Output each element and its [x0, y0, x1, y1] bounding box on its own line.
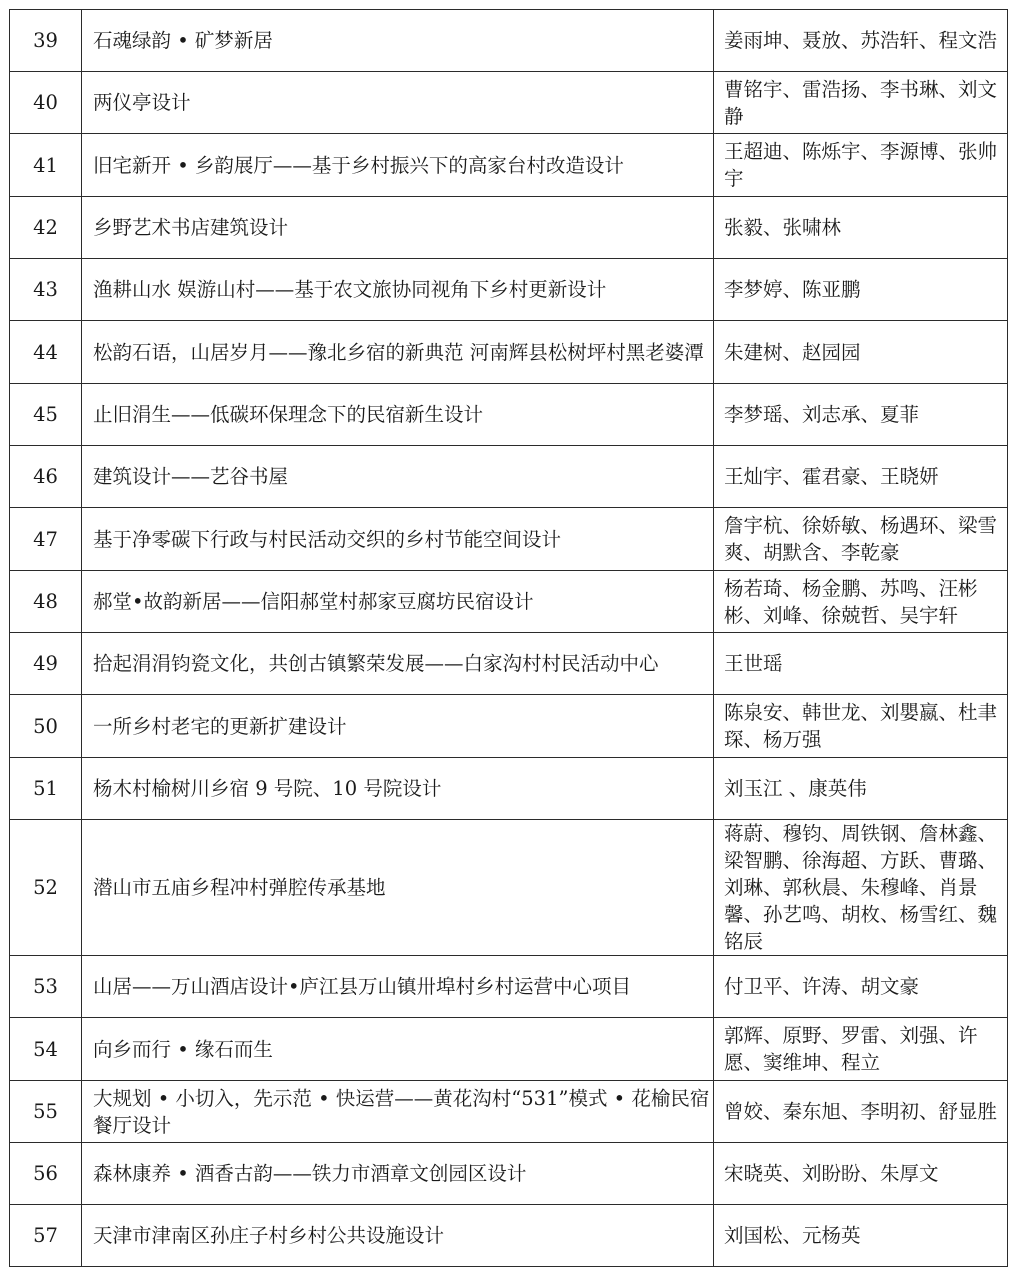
row-number: 45 [10, 384, 82, 446]
row-number: 52 [10, 820, 82, 956]
table-row [10, 1018, 1008, 1081]
row-number: 43 [10, 259, 82, 321]
project-title: 建筑设计——艺谷书屋 [82, 446, 714, 508]
table-row [10, 1205, 1008, 1267]
project-title: 止旧涓生——低碳环保理念下的民宿新生设计 [82, 384, 714, 446]
project-authors: 付卫平、许涛、胡文豪 [714, 956, 1008, 1018]
row-number: 48 [10, 571, 82, 633]
row-number: 39 [10, 10, 82, 72]
table-row [10, 956, 1008, 1018]
table-row [10, 758, 1008, 820]
project-title: 乡野艺术书店建筑设计 [82, 197, 714, 259]
row-number: 46 [10, 446, 82, 508]
project-authors: 王灿宇、霍君豪、王晓妍 [714, 446, 1008, 508]
row-number: 44 [10, 321, 82, 384]
project-authors: 詹宇杭、徐娇敏、杨遇环、梁雪爽、胡默含、李乾豪 [714, 508, 1008, 571]
project-title: 一所乡村老宅的更新扩建设计 [82, 695, 714, 758]
project-authors: 曾姣、秦东旭、李明初、舒显胜 [714, 1081, 1008, 1143]
table-row [10, 321, 1008, 384]
project-authors: 曹铭宇、雷浩扬、李书琳、刘文静 [714, 72, 1008, 134]
project-title: 松韵石语，山居岁月——豫北乡宿的新典范 河南辉县松树坪村黑老婆潭 [82, 321, 714, 384]
table-row [10, 1143, 1008, 1205]
project-title: 向乡而行 • 缘石而生 [82, 1018, 714, 1081]
project-title: 石魂绿韵 • 矿梦新居 [82, 10, 714, 72]
row-number: 56 [10, 1143, 82, 1205]
project-authors: 蒋蔚、穆钧、周铁钢、詹林鑫、梁智鹏、徐海超、方跃、曹璐、刘琳、郭秋晨、朱穆峰、肖景馨、孙艺鸣、胡枚、杨雪红、魏铭辰 [714, 820, 1008, 956]
row-number: 55 [10, 1081, 82, 1143]
row-number: 41 [10, 134, 82, 197]
table-row [10, 508, 1008, 571]
project-authors: 朱建树、赵园园 [714, 321, 1008, 384]
project-authors: 郭辉、原野、罗雷、刘强、许愿、窦维坤、程立 [714, 1018, 1008, 1081]
table-row [10, 384, 1008, 446]
project-authors: 张毅、张啸林 [714, 197, 1008, 259]
results-table [9, 9, 1008, 1267]
project-title: 杨木村榆树川乡宿 9 号院、10 号院设计 [82, 758, 714, 820]
table-row [10, 820, 1008, 956]
table-row [10, 1081, 1008, 1143]
table-row [10, 633, 1008, 695]
project-authors: 李梦婷、陈亚鹏 [714, 259, 1008, 321]
table-row [10, 571, 1008, 633]
table-row [10, 197, 1008, 259]
project-title: 大规划 • 小切入，先示范 • 快运营——黄花沟村“531”模式 • 花榆民宿餐厅设计 [82, 1081, 714, 1143]
table-row [10, 695, 1008, 758]
project-title: 两仪亭设计 [82, 72, 714, 134]
project-authors: 刘国松、元杨英 [714, 1205, 1008, 1267]
project-authors: 刘玉江 、康英伟 [714, 758, 1008, 820]
row-number: 51 [10, 758, 82, 820]
project-authors: 杨若琦、杨金鹏、苏鸣、汪彬彬、刘峰、徐兢哲、吴宇轩 [714, 571, 1008, 633]
project-authors: 王世瑶 [714, 633, 1008, 695]
project-authors: 姜雨坤、聂放、苏浩轩、程文浩 [714, 10, 1008, 72]
table-row [10, 72, 1008, 134]
results-table-body [10, 10, 1008, 1267]
row-number: 47 [10, 508, 82, 571]
project-title: 山居——万山酒店设计•庐江县万山镇卅埠村乡村运营中心项目 [82, 956, 714, 1018]
table-row [10, 259, 1008, 321]
project-title: 郝堂•故韵新居——信阳郝堂村郝家豆腐坊民宿设计 [82, 571, 714, 633]
row-number: 54 [10, 1018, 82, 1081]
project-authors: 陈泉安、韩世龙、刘嬰嬴、杜聿琛、杨万强 [714, 695, 1008, 758]
row-number: 42 [10, 197, 82, 259]
row-number: 57 [10, 1205, 82, 1267]
project-title: 拾起涓涓钧瓷文化，共创古镇繁荣发展——白家沟村村民活动中心 [82, 633, 714, 695]
row-number: 53 [10, 956, 82, 1018]
table-row [10, 446, 1008, 508]
row-number: 40 [10, 72, 82, 134]
project-title: 基于净零碳下行政与村民活动交织的乡村节能空间设计 [82, 508, 714, 571]
project-authors: 李梦瑶、刘志承、夏菲 [714, 384, 1008, 446]
project-title: 潜山市五庙乡程冲村弹腔传承基地 [82, 820, 714, 956]
project-title: 旧宅新开 • 乡韵展厅——基于乡村振兴下的高家台村改造设计 [82, 134, 714, 197]
project-authors: 王超迪、陈烁宇、李源博、张帅宇 [714, 134, 1008, 197]
row-number: 49 [10, 633, 82, 695]
project-title: 渔耕山水 娱游山村——基于农文旅协同视角下乡村更新设计 [82, 259, 714, 321]
row-number: 50 [10, 695, 82, 758]
project-authors: 宋晓英、刘盼盼、朱厚文 [714, 1143, 1008, 1205]
project-title: 森林康养 • 酒香古韵——铁力市酒章文创园区设计 [82, 1143, 714, 1205]
table-row [10, 10, 1008, 72]
project-title: 天津市津南区孙庄子村乡村公共设施设计 [82, 1205, 714, 1267]
table-row [10, 134, 1008, 197]
